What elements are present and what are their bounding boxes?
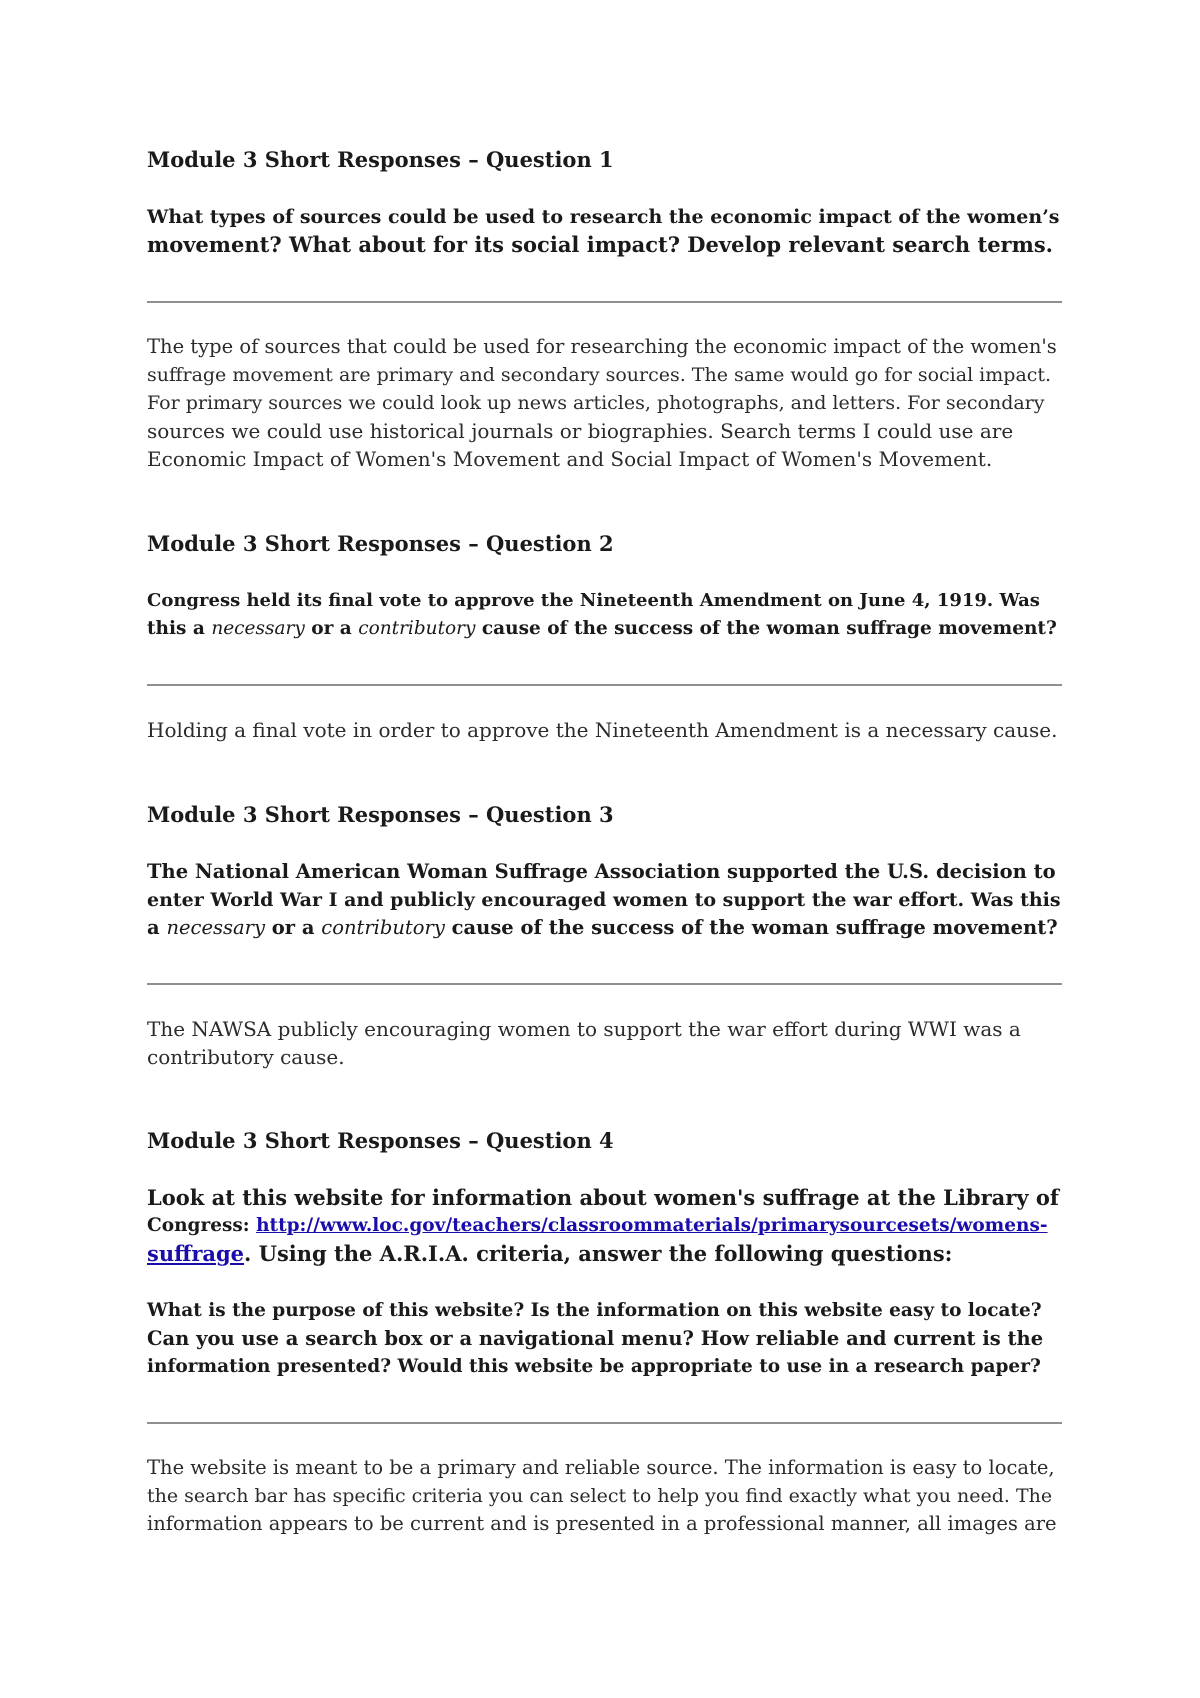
question-2-divider (147, 684, 1062, 686)
necessary-term: necessary (211, 618, 305, 639)
question-4-heading: Module 3 Short Responses – Question 4 (147, 1128, 614, 1153)
question-1-answer (147, 333, 1062, 473)
loc-womens-suffrage-link[interactable]: http://www.loc.gov/teachers/classroommaterials/primarysourcesets/womens- (256, 1215, 1048, 1236)
answer-3-line-2: contributory cause. (147, 1045, 345, 1069)
question-1-prompt (147, 203, 1062, 259)
question-2-line-1: Congress held its final vote to approve the Nineteenth Amendment on June 4, 1919. Was (147, 590, 1040, 611)
answer-1-line-1: The type of sources that could be used for researching the economic impact of the women's (147, 335, 1057, 358)
question-4-divider (147, 1422, 1062, 1424)
question-2-prompt (147, 587, 1062, 643)
question-4-sub-line-3: information presented? Would this website be appropriate to use in a research paper? (147, 1356, 1041, 1377)
answer-3-line-1: The NAWSA publicly encouraging women to support the war effort during WWI was a (147, 1017, 1021, 1041)
answer-4-line-1: The website is meant to be a primary and reliable source. The information is easy to locate, (147, 1456, 1055, 1479)
question-1-line-1: What types of sources could be used to research the economic impact of the women’s (147, 206, 1060, 228)
contributory-term: contributory (358, 618, 476, 639)
question-4-sub-line-2: Can you use a search box or a navigational menu? How reliable and current is the (147, 1327, 1044, 1350)
question-3-line-3: a necessary or a contributory cause of the success of the woman suffrage movement? (147, 916, 1058, 939)
answer-2-line-1: Holding a final vote in order to approve the Nineteenth Amendment is a necessary cause. (147, 718, 1058, 742)
question-3-divider (147, 983, 1062, 985)
question-3-prompt (147, 858, 1062, 942)
question-3-line-2: enter World War I and publicly encouraged women to support the war effort. Was this (147, 889, 1061, 911)
answer-4-line-2: the search bar has specific criteria you can select to help you find exactly what you need. The (147, 1485, 1053, 1507)
question-3-heading: Module 3 Short Responses – Question 3 (147, 802, 614, 827)
answer-4-line-3: information appears to be current and is presented in a professional manner, all images are (147, 1512, 1057, 1535)
answer-1-line-2: suffrage movement are primary and secondary sources. The same would go for social impact. (147, 364, 1052, 386)
answer-1-line-4: sources we could use historical journals or biographies. Search terms I could use are (147, 419, 1014, 443)
question-4-line-2: Congress: http://www.loc.gov/teachers/classroommaterials/primarysourcesets/womens- (147, 1215, 1048, 1236)
loc-womens-suffrage-link-continued[interactable]: suffrage (147, 1241, 245, 1266)
question-2-line-2: this a necessary or a contributory cause of the success of the woman suffrage movement? (147, 618, 1057, 639)
question-1-divider (147, 301, 1062, 303)
question-4-line-1: Look at this website for information about women's suffrage at the Library of (147, 1185, 1059, 1210)
necessary-term: necessary (166, 916, 265, 939)
answer-1-line-5: Economic Impact of Women's Movement and Social Impact of Women's Movement. (147, 447, 993, 471)
answer-1-line-3: For primary sources we could look up news articles, photographs, and letters. For secondary (147, 392, 1045, 414)
question-4-prompt (147, 1184, 1062, 1268)
contributory-term: contributory (321, 916, 445, 939)
question-4-line-3: suffrage. Using the A.R.I.A. criteria, answer the following questions: (147, 1241, 953, 1266)
question-2-answer (147, 716, 1062, 744)
question-4-sub-line-1: What is the purpose of this website? Is the information on this website easy to locate? (147, 1300, 1042, 1321)
question-3-answer (147, 1015, 1062, 1071)
question-4-subquestions (147, 1297, 1062, 1381)
question-1-line-2: movement? What about for its social impact? Develop relevant search terms. (147, 232, 1053, 257)
question-2-heading: Module 3 Short Responses – Question 2 (147, 531, 614, 556)
question-3-line-1: The National American Woman Suffrage Association supported the U.S. decision to (147, 860, 1056, 883)
question-1-heading: Module 3 Short Responses – Question 1 (147, 147, 614, 172)
question-4-answer (147, 1454, 1062, 1538)
